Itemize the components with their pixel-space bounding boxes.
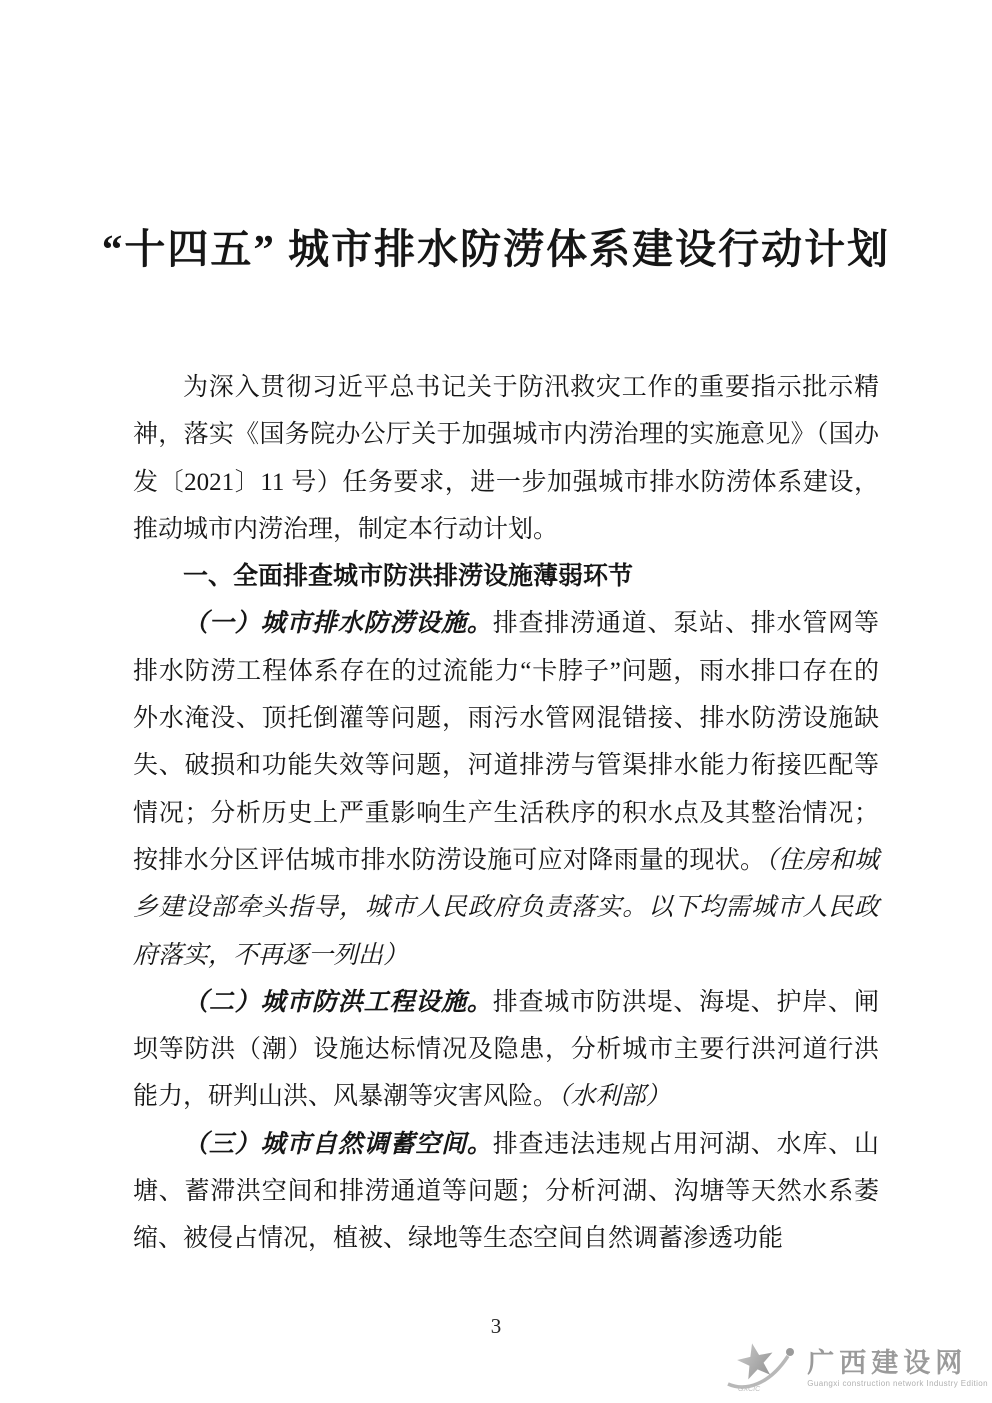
item-1-lead: （一）城市排水防涝设施。 xyxy=(183,610,493,638)
item-2-lead: （二）城市防洪工程设施。 xyxy=(183,988,493,1016)
item-2-note: （水利部） xyxy=(558,1083,671,1111)
watermark-site-name: 广西建设网 xyxy=(807,1347,968,1378)
intro-text: 为深入贯彻习近平总书记关于防汛救灾工作的重要指示批示精神，落实《国务院办公厅关于加强城市内涝治理的实施意见》（国办发〔2021〕11 号）任务要求，进一步加强城市排水防涝体系建设，推动城市内涝治理，制定本行动计划。 xyxy=(133,374,879,543)
page-number: 3 xyxy=(490,1314,502,1338)
item-1-note: （住房和城乡建设部牵头指导，城市人民政府负责落实。以下均需城市人民政府落实，不再逐一列出） xyxy=(133,846,879,969)
paragraph-intro xyxy=(133,364,879,553)
site-watermark xyxy=(726,1338,988,1399)
document-body xyxy=(133,364,879,1263)
paragraph-item-2 xyxy=(133,979,879,1121)
paragraph-item-3 xyxy=(133,1121,879,1263)
section-heading: 一、全面排查城市防洪排涝设施薄弱环节 xyxy=(183,562,634,591)
paragraph-item-1 xyxy=(133,600,879,978)
item-2-text: 排查城市防洪堤、海堤、护岸、闸坝等防洪（潮）设施达标情况及隐患，分析城市主要行洪河道行洪能力，研判山洪、风暴潮等灾害风险。 xyxy=(133,988,879,1111)
page-title: “十四五” 城市排水防涝体系建设行动计划 xyxy=(101,226,891,272)
item-3-lead: （三）城市自然调蓄空间。 xyxy=(183,1130,493,1158)
svg-text:GXCIC: GXCIC xyxy=(738,1386,761,1393)
star-swoosh-logo-icon xyxy=(726,1338,802,1399)
item-1-text: 排查排涝通道、泵站、排水管网等排水防涝工程体系存在的过流能力“卡脖子”问题，雨水排口存在的外水淹没、顶托倒灌等问题，雨污水管网混错接、排水防涝设施缺失、破损和功能失效等问题，河道排涝与管渠排水能力衔接匹配等情况；分析历史上严重影响生产生活秩序的积水点及其整治情况；按排水分区评估城市排水防涝设施可应对降雨量的现状。 xyxy=(133,610,879,874)
watermark-caption: Guangxi construction network Industry Edition xyxy=(807,1379,988,1389)
item-3-text: 排查违法违规占用河湖、水库、山塘、蓄滞洪空间和排涝通道等问题；分析河湖、沟塘等天然水系萎缩、被侵占情况，植被、绿地等生态空间自然调蓄渗透功能 xyxy=(133,1130,879,1253)
